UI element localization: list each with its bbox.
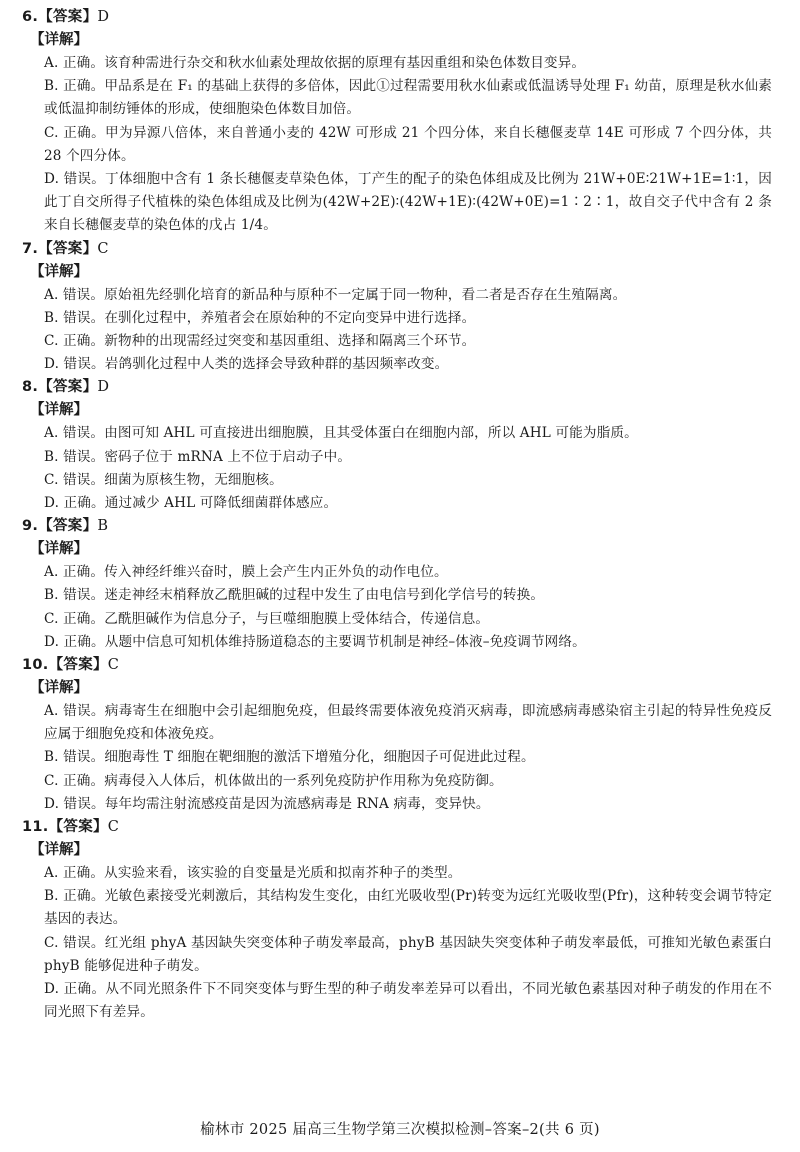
answer-letter: D bbox=[97, 9, 110, 25]
explanation-item: B. 正确。光敏色素接受光刺激后，其结构发生变化，由红光吸收型(Pr)转变为远红光吸收型(Pfr)，这种转变会调节特定基因的表达。 bbox=[44, 888, 772, 928]
answer-tag: 【答案】 bbox=[38, 518, 98, 535]
question-block bbox=[22, 515, 772, 654]
explanation-item: A. 正确。传入神经纤维兴奋时，膜上会产生内正外负的动作电位。 bbox=[44, 564, 448, 581]
explanation-item: D. 正确。从不同光照条件下不同突变体与野生型的种子萌发率差异可以看出，不同光敏色素基因对种子萌发的作用在不同光照下有差异。 bbox=[44, 981, 772, 1021]
question-number: 10. bbox=[22, 657, 49, 674]
question-header bbox=[22, 515, 772, 538]
answer-letter: B bbox=[97, 518, 109, 535]
detail-tag: 【详解】 bbox=[30, 541, 88, 558]
explanation-item: D. 错误。每年均需注射流感疫苗是因为流感病毒是 RNA 病毒，变异快。 bbox=[44, 795, 490, 812]
explanation-item: B. 错误。细胞毒性 T 细胞在靶细胞的激活下增殖分化，细胞因子可促进此过程。 bbox=[44, 749, 535, 766]
question-header bbox=[22, 6, 772, 29]
explanation-item: D. 错误。丁体细胞中含有 1 条长穗偃麦草染色体，丁产生的配子的染色体组成及比例为 21W+0E∶21W+1E=1∶1，因此丁自交所得子代植株的染色体组成及比例为(42W+2E)∶(42W+1E)∶(42W+0E)=1∶2∶1，故自交子代中含有 2 条来自长穗偃麦草的染色体的戊占 1/4。 bbox=[44, 171, 772, 234]
explanation-item: C. 正确。新物种的出现需经过突变和基因重组、选择和隔离三个环节。 bbox=[44, 333, 476, 350]
explanation-item: C. 正确。甲为异源八倍体，来自普通小麦的 42W 可形成 21 个四分体，来自长穗偃麦草 14E 可形成 7 个四分体，共 28 个四分体。 bbox=[44, 124, 772, 164]
explanation-item: B. 错误。密码子位于 mRNA 上不位于启动子中。 bbox=[44, 448, 352, 465]
explanation-item: B. 错误。在驯化过程中，养殖者会在原始种的不定向变异中进行选择。 bbox=[44, 309, 476, 326]
detail-tag: 【详解】 bbox=[30, 680, 88, 697]
question-header bbox=[22, 376, 772, 399]
answer-letter: D bbox=[97, 379, 110, 396]
question-header bbox=[22, 654, 772, 677]
explanation-item: B. 正确。甲品系是在 F₁ 的基础上获得的多倍体，因此①过程需要用秋水仙素或低温诱导处理 F₁ 幼苗，原理是秋水仙素或低温抑制纺锤体的形成，使细胞染色体数目加倍。 bbox=[44, 78, 772, 118]
question-block bbox=[22, 6, 772, 238]
explanation-item: A. 正确。从实验来看，该实验的自变量是光质和拟南芥种子的类型。 bbox=[44, 865, 462, 882]
explanation-item: B. 错误。迷走神经末梢释放乙酰胆碱的过程中发生了由电信号到化学信号的转换。 bbox=[44, 587, 545, 604]
question-block bbox=[22, 816, 772, 1024]
question-block bbox=[22, 376, 772, 515]
explanation-item: D. 正确。从题中信息可知机体维持肠道稳态的主要调节机制是神经–体液–免疫调节网络。 bbox=[44, 633, 586, 650]
explanation-item: D. 错误。岩鸽驯化过程中人类的选择会导致种群的基因频率改变。 bbox=[44, 356, 449, 373]
question-number: 9. bbox=[22, 518, 39, 535]
explanation-item: C. 错误。红光组 phyA 基因缺失突变体种子萌发率最高，phyB 基因缺失突变体种子萌发率最低，可推知光敏色素蛋白 phyB 能够促进种子萌发。 bbox=[44, 934, 772, 974]
explanation-item: A. 错误。病毒寄生在细胞中会引起细胞免疫，但最终需要体液免疫消灭病毒，即流感病毒感染宿主引起的特异性免疫反应属于细胞免疫和体液免疫。 bbox=[44, 703, 772, 743]
answer-letter: C bbox=[97, 240, 109, 257]
question-header bbox=[22, 238, 772, 261]
explanation-item: C. 正确。乙酰胆碱作为信息分子，与巨噬细胞膜上受体结合，传递信息。 bbox=[44, 610, 490, 627]
detail-tag: 【详解】 bbox=[30, 402, 88, 419]
question-block bbox=[22, 654, 772, 816]
answer-tag: 【答案】 bbox=[38, 379, 98, 396]
explanation-item: C. 错误。细菌为原核生物，无细胞核。 bbox=[44, 471, 283, 488]
question-list bbox=[22, 6, 772, 1025]
explanation-item: A. 错误。由图可知 AHL 可直接进出细胞膜，且其受体蛋白在细胞内部，所以 AHL 可能为脂质。 bbox=[44, 425, 638, 442]
question-number: 11. bbox=[22, 819, 49, 836]
page-footer: 榆林市 2025 届高三生物学第三次模拟检测–答案–2(共 6 页) bbox=[200, 1122, 600, 1138]
explanation-item: A. 错误。原始祖先经驯化培育的新品种与原种不一定属于同一物种，看二者是否存在生殖隔离。 bbox=[44, 286, 627, 303]
detail-tag: 【详解】 bbox=[30, 263, 88, 280]
detail-tag: 【详解】 bbox=[30, 32, 88, 48]
answer-tag: 【答案】 bbox=[48, 819, 108, 836]
explanation-item: D. 正确。通过减少 AHL 可降低细菌群体感应。 bbox=[44, 495, 338, 512]
detail-tag: 【详解】 bbox=[30, 842, 88, 859]
answer-tag: 【答案】 bbox=[48, 657, 108, 674]
answer-letter: C bbox=[107, 819, 120, 836]
explanation-item: A. 正确。该育种需进行杂交和秋水仙素处理故依据的原理有基因重组和染色体数目变异。 bbox=[44, 55, 586, 71]
answer-tag: 【答案】 bbox=[38, 9, 98, 25]
answer-tag: 【答案】 bbox=[38, 240, 98, 257]
question-block bbox=[22, 238, 772, 377]
question-number: 7. bbox=[22, 240, 39, 257]
explanation-item: C. 正确。病毒侵入人体后，机体做出的一系列免疫防护作用称为免疫防御。 bbox=[44, 772, 503, 789]
question-number: 8. bbox=[22, 379, 39, 396]
answer-letter: C bbox=[107, 657, 120, 674]
question-header bbox=[22, 816, 772, 839]
question-number: 6. bbox=[22, 9, 39, 25]
